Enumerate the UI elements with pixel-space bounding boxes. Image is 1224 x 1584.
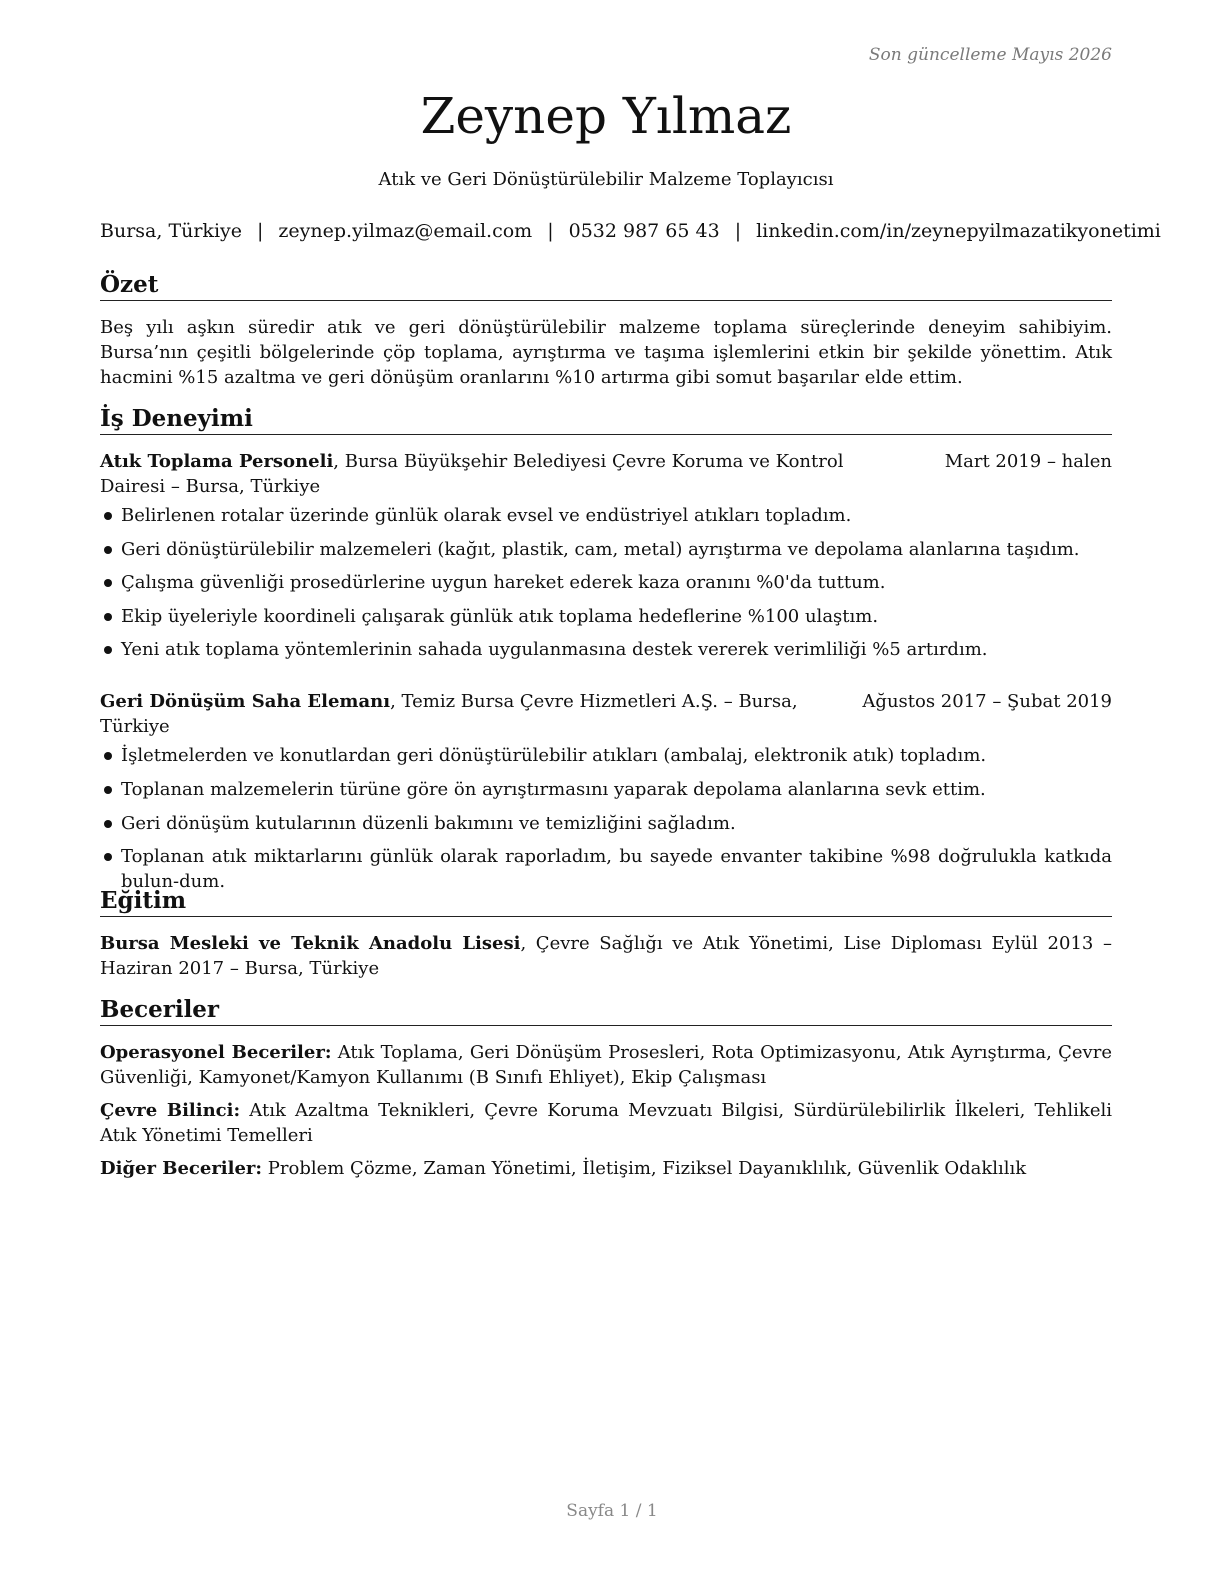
job-header — [100, 449, 1112, 499]
skill-label: Operasyonel Beceriler: — [100, 1042, 332, 1063]
education-dates: Eylül 2013 – Haziran 2017 — [100, 933, 1112, 979]
skill-label: Diğer Beceriler: — [100, 1158, 263, 1179]
last-updated: Son güncelleme Mayıs 2026 — [868, 45, 1112, 65]
list-item: Toplanan atık miktarlarını günlük olarak raporladım, bu sayede envanter takibine %98 doğrulukla katkıda bulun-dum. — [100, 844, 1112, 894]
skill-row — [100, 1040, 1112, 1090]
job-role: Atık Toplama Personeli — [100, 451, 334, 472]
education-details: , Çevre Sağlığı ve Atık Yönetimi, Lise Diploması — [520, 933, 982, 954]
list-item: Ekip üyeleriyle koordineli çalışarak günlük atık toplama hedeflerine %100 ulaştım. — [100, 604, 1112, 629]
candidate-name: Zeynep Yılmaz — [420, 87, 792, 145]
contact-line — [100, 218, 1161, 244]
section-heading-summary: Özet — [100, 270, 1112, 301]
skill-value: Atık Azaltma Teknikleri, Çevre Koruma Mevzuatı Bilgisi, Sürdürülebilirlik İlkeleri, Tehlikeli Atık Yönetimi Temelleri — [100, 1100, 1112, 1146]
job-role-line — [100, 449, 890, 499]
contact-separator: | — [257, 220, 264, 242]
skill-label: Çevre Bilinci: — [100, 1100, 241, 1121]
section-heading-experience: İş Deneyimi — [100, 404, 1112, 435]
list-item: Geri dönüşüm kutularının düzenli bakımını ve temizliğini sağladım. — [100, 811, 1112, 836]
list-item: Belirlenen rotalar üzerinde günlük olarak evsel ve endüstriyel atıkları topladım. — [100, 503, 1112, 528]
education-school: Bursa Mesleki ve Teknik Anadolu Lisesi — [100, 933, 521, 954]
job-bullets — [100, 503, 1112, 662]
education-section — [100, 886, 1112, 981]
job-employer: , Bursa Büyükşehir Belediyesi Çevre Koruma ve Kontrol Dairesi – Bursa, Türkiye — [100, 451, 844, 497]
list-item: Geri dönüştürülebilir malzemeleri (kağıt, plastik, cam, metal) ayrıştırma ve depolama alanlarına taşıdım. — [100, 537, 1112, 562]
page-number: Sayfa 1 / 1 — [566, 1501, 658, 1521]
section-heading-education: Eğitim — [100, 886, 1112, 917]
resume-page — [100, 0, 1161, 1584]
summary-text: Beş yılı aşkın süredir atık ve geri dönüştürülebilir malzeme toplama süreçlerinde deneyim sahibiyim. Bursa’nın çeşitli bölgelerinde çöp toplama, ayrıştırma ve taşıma işlemlerini etkin bir şekilde yönettim. Atık hacmini %15 azaltma ve geri dönüşüm oranlarını %10 artırma gibi somut başarılar elde ettim. — [100, 317, 1112, 388]
job-role: Geri Dönüşüm Saha Elemanı — [100, 691, 391, 713]
experience-section — [100, 404, 1112, 894]
education-entry — [100, 931, 1112, 981]
job-header — [100, 689, 1112, 739]
skills-section — [100, 995, 1112, 1181]
candidate-title: Atık ve Geri Dönüştürülebilir Malzeme Toplayıcısı — [378, 169, 834, 190]
education-location: – Bursa, Türkiye — [229, 958, 380, 979]
skill-row — [100, 1156, 1112, 1181]
job-dates: Ağustos 2017 – Şubat 2019 — [862, 691, 1112, 713]
list-item: Toplanan malzemelerin türüne göre ön ayrıştırmasını yaparak depolama alanlarına sevk ettim. — [100, 777, 1112, 802]
job-employer: , Temiz Bursa Çevre Hizmetleri A.Ş. – Bursa, Türkiye — [100, 691, 798, 738]
job-dates: Mart 2019 – halen — [944, 451, 1112, 472]
job-entry — [100, 689, 1112, 894]
list-item: Yeni atık toplama yöntemlerinin sahada uygulanmasına destek vererek verimliliği %5 artırdım. — [100, 637, 1112, 662]
skill-value: Problem Çözme, Zaman Yönetimi, İletişim, Fiziksel Dayanıklılık, Güvenlik Odaklılık — [262, 1158, 1027, 1179]
job-role-line — [100, 689, 822, 739]
contact-separator: | — [734, 220, 742, 242]
contact-location: Bursa, Türkiye — [100, 220, 242, 242]
list-item: İşletmelerden ve konutlardan geri dönüştürülebilir atıkları (ambalaj, elektronik atık) topladım. — [100, 743, 1112, 768]
contact-email[interactable]: zeynep.yilmaz@email.com — [278, 220, 533, 242]
section-heading-skills: Beceriler — [100, 995, 1112, 1026]
job-entry — [100, 449, 1112, 662]
skill-value: Atık Toplama, Geri Dönüşüm Prosesleri, Rota Optimizasyonu, Atık Ayrıştırma, Çevre Güvenliği, Kamyonet/Kamyon Kullanımı (B Sınıfı Ehliyet), Ekip Çalışması — [100, 1042, 1112, 1088]
summary-section — [100, 270, 1112, 390]
job-bullets — [100, 743, 1112, 894]
skill-row — [100, 1098, 1112, 1148]
contact-separator: | — [547, 220, 554, 242]
contact-phone: 0532 987 65 43 — [568, 220, 720, 242]
list-item: Çalışma güvenliği prosedürlerine uygun hareket ederek kaza oranını %0'da tuttum. — [100, 570, 1112, 595]
contact-linkedin[interactable]: linkedin.com/in/zeynepyilmazatikyonetimi — [756, 220, 1161, 242]
